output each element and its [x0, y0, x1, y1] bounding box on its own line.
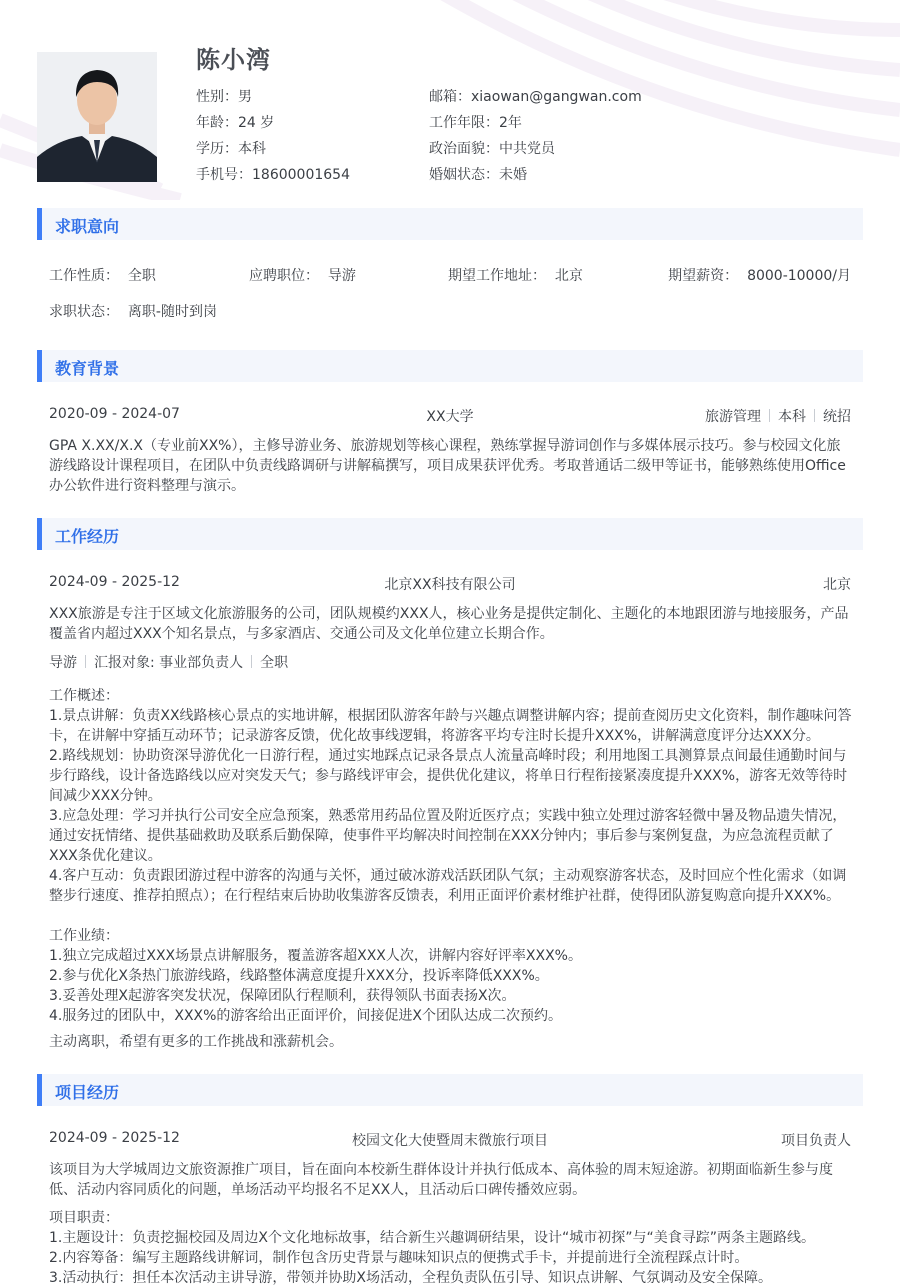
work-overview-item: 4.客户互动：负责跟团游过程中游客的沟通与关怀，通过破冰游戏活跃团队气氛；主动观察游客状态，及时回应个性化需求（如调整步行速度、推荐拍照点）；在行程结束后协助收集游客反馈表，利用正面评价素材维护社群，使得团队游复购意向提升XXX%。 [49, 868, 847, 904]
education-degree: 本科 [778, 409, 806, 425]
years-row [429, 112, 522, 132]
work-achievements-title: 工作业绩： [49, 928, 119, 944]
age-value: 24 岁 [238, 115, 275, 131]
politics-value: 中共党员 [499, 141, 555, 157]
work-achievement-item: 4.服务过的团队中，XXX%的游客给出正面评价，间接促进X个团队达成二次预约。 [49, 1008, 563, 1024]
section-title: 求职意向 [55, 217, 120, 236]
work-overview-item: 2.路线规划：协助资深导游优化一日游行程，通过实地踩点记录各景点人流量高峰时段；利用地图工具测算景点间最佳通勤时间与步行路线，设计备选路线以应对突发天气；参与路线评审会，提供优化建议，将单日行程衔接紧凑度提升XXX%，游客无效等待时间减少XXX分钟。 [49, 748, 848, 804]
divider [814, 409, 815, 422]
education-description: GPA X.XX/X.X（专业前XX%），主修导游业务、旅游规划等核心课程，熟练掌握导游词创作与多媒体展示技巧。参与校园文化旅游线路设计课程项目，在团队中负责线路调研与讲解稿撰写，项目成果获评优秀。考取普通话二级甲等证书，能够熟练使用Office办公软件进行资料整理与演示。 [49, 438, 846, 494]
project-duty-item: 3.活动执行：担任本次活动主讲导游，带领并协助X场活动，全程负责队伍引导、知识点讲解、气氛调动及安全保障。 [49, 1270, 772, 1286]
email-value[interactable]: xiaowan@gangwan.com [471, 89, 642, 105]
work-overview-item: 3.应急处理：学习并执行公司安全应急预案，熟悉常用药品位置及附近医疗点；实践中独立处理过游客轻微中暑及物品遗失情况，通过安抚情绪、提供基础救助及联系后勤保障，使事件平均解决时间控制在XXX分钟内；事后参与案例复盘，为应急流程贡献了XXX条优化建议。 [49, 808, 847, 864]
intent-status-value: 离职-随时到岗 [127, 304, 217, 320]
resume-header [37, 40, 863, 190]
divider [85, 655, 86, 668]
intent-type [49, 265, 156, 285]
education-value: 本科 [238, 141, 266, 157]
phone-label: 手机号： [196, 167, 252, 183]
work-period: 2024-09 - 2025-12 [49, 574, 180, 590]
intent-location [448, 265, 583, 285]
section-header-intent [37, 208, 863, 240]
intent-row-2 [49, 301, 851, 321]
intent-position-value: 导游 [327, 268, 356, 284]
intent-type-label: 工作性质： [49, 268, 119, 284]
work-role: 导游 [49, 655, 77, 671]
politics-label: 政治面貌： [429, 141, 499, 157]
section-accent-bar [37, 518, 42, 550]
section-title: 工作经历 [55, 527, 120, 546]
project-name: 校园文化大使暨周末微旅行项目 [352, 1133, 548, 1149]
years-value: 2年 [499, 115, 522, 131]
work-overview-title: 工作概述： [49, 688, 119, 704]
work-summary-row [49, 574, 851, 594]
intent-location-value: 北京 [554, 268, 583, 284]
section-title: 教育背景 [55, 359, 120, 378]
project-duty-item: 1.主题设计：负责挖掘校园及周边X个文化地标故事，结合新生兴趣调研结果，设计“城市初探”与“美食寻踪”两条主题路线。 [49, 1230, 815, 1246]
intent-location-label: 期望工作地址： [448, 268, 546, 284]
work-job-type: 全职 [260, 655, 289, 671]
section-accent-bar [37, 208, 42, 240]
work-achievement-item: 2.参与优化X条热门旅游线路，线路整体满意度提升XXX分，投诉率降低XXX%。 [49, 968, 549, 984]
work-achievement-item: 3.妥善处理X起游客突发状况，保障团队行程顺利，获得领队书面表扬X次。 [49, 988, 516, 1004]
years-label: 工作年限： [429, 115, 499, 131]
work-overview [49, 686, 853, 906]
work-city: 北京 [823, 577, 851, 593]
section-accent-bar [37, 1074, 42, 1106]
work-achievement-item: 1.独立完成超过XXX场景点讲解服务，覆盖游客超XXX人次，讲解内容好评率XXX%。 [49, 948, 582, 964]
intent-salary-label: 期望薪资： [668, 268, 739, 284]
person-portrait-icon [37, 52, 157, 182]
gender-row [196, 86, 252, 106]
intent-position-label: 应聘职位： [249, 268, 319, 284]
project-summary-row [49, 1130, 851, 1150]
work-company: 北京XX科技有限公司 [384, 577, 516, 593]
work-achievements [49, 926, 853, 1026]
phone-value: 18600001654 [252, 167, 350, 183]
marital-value: 未婚 [499, 167, 527, 183]
gender-label: 性别： [196, 89, 238, 105]
candidate-name: 陈小湾 [196, 46, 271, 74]
intent-status-label: 求职状态： [49, 304, 119, 320]
education-major: 旅游管理 [705, 409, 761, 425]
section-header-project [37, 1074, 863, 1106]
phone-row [196, 164, 350, 184]
education-summary-row [49, 406, 851, 426]
education-label: 学历： [196, 141, 238, 157]
education-row [196, 138, 266, 158]
education-period: 2020-09 - 2024-07 [49, 406, 180, 422]
section-header-education [37, 350, 863, 382]
work-tags-row [49, 652, 851, 672]
section-accent-bar [37, 350, 42, 382]
marital-label: 婚姻状态： [429, 167, 499, 183]
education-school: XX大学 [426, 409, 474, 425]
intent-salary-value: 8000-10000/月 [747, 268, 851, 284]
education-tags [705, 406, 851, 426]
marital-row [429, 164, 527, 184]
divider [769, 409, 770, 422]
section-title: 项目经历 [55, 1083, 120, 1102]
email-label: 邮箱： [429, 89, 471, 105]
gender-value: 男 [238, 89, 252, 105]
project-period: 2024-09 - 2025-12 [49, 1130, 180, 1146]
project-duties-title: 项目职责： [49, 1210, 119, 1226]
work-report-to: 汇报对象: 事业部负责人 [94, 655, 244, 671]
age-row [196, 112, 274, 132]
work-overview-item: 1.景点讲解：负责XX线路核心景点的实地讲解，根据团队游客年龄与兴趣点调整讲解内容；提前查阅历史文化资料，制作趣味问答卡，在讲解中穿插互动环节；记录游客反馈，优化故事线逻辑，将游客平均专注时长提升XXX%，讲解满意度评分达XXX分。 [49, 708, 852, 744]
politics-row [429, 138, 555, 158]
intent-type-value: 全职 [127, 268, 156, 284]
section-header-work [37, 518, 863, 550]
project-role: 项目负责人 [781, 1133, 851, 1149]
age-label: 年龄： [196, 115, 238, 131]
project-duty-item: 2.内容筹备：编写主题路线讲解词，制作包含历史背景与趣味知识点的便携式手卡，并提前进行全流程踩点计时。 [49, 1250, 749, 1266]
education-mode: 统招 [823, 409, 851, 425]
intent-position [249, 265, 356, 285]
email-row [429, 86, 642, 106]
work-leave-reason: 主动离职，希望有更多的工作挑战和涨薪机会。 [49, 1034, 343, 1050]
divider [251, 655, 252, 668]
profile-photo [37, 52, 157, 182]
work-company-intro: XXX旅游是专注于区域文化旅游服务的公司，团队规模约XXX人，核心业务是提供定制化、主题化的本地跟团游与地接服务，产品覆盖省内超过XXX个知名景点，与多家酒店、交通公司及文化单位建立长期合作。 [49, 606, 849, 642]
intent-status [49, 304, 217, 320]
project-duties [49, 1208, 853, 1288]
project-description: 该项目为大学城周边文旅资源推广项目，旨在面向本校新生群体设计并执行低成本、高体验的周末短途游。初期面临新生参与度低、活动内容同质化的问题，单场活动平均报名不足XX人，且活动后口碑传播效应弱。 [49, 1162, 833, 1198]
intent-salary [668, 265, 851, 285]
